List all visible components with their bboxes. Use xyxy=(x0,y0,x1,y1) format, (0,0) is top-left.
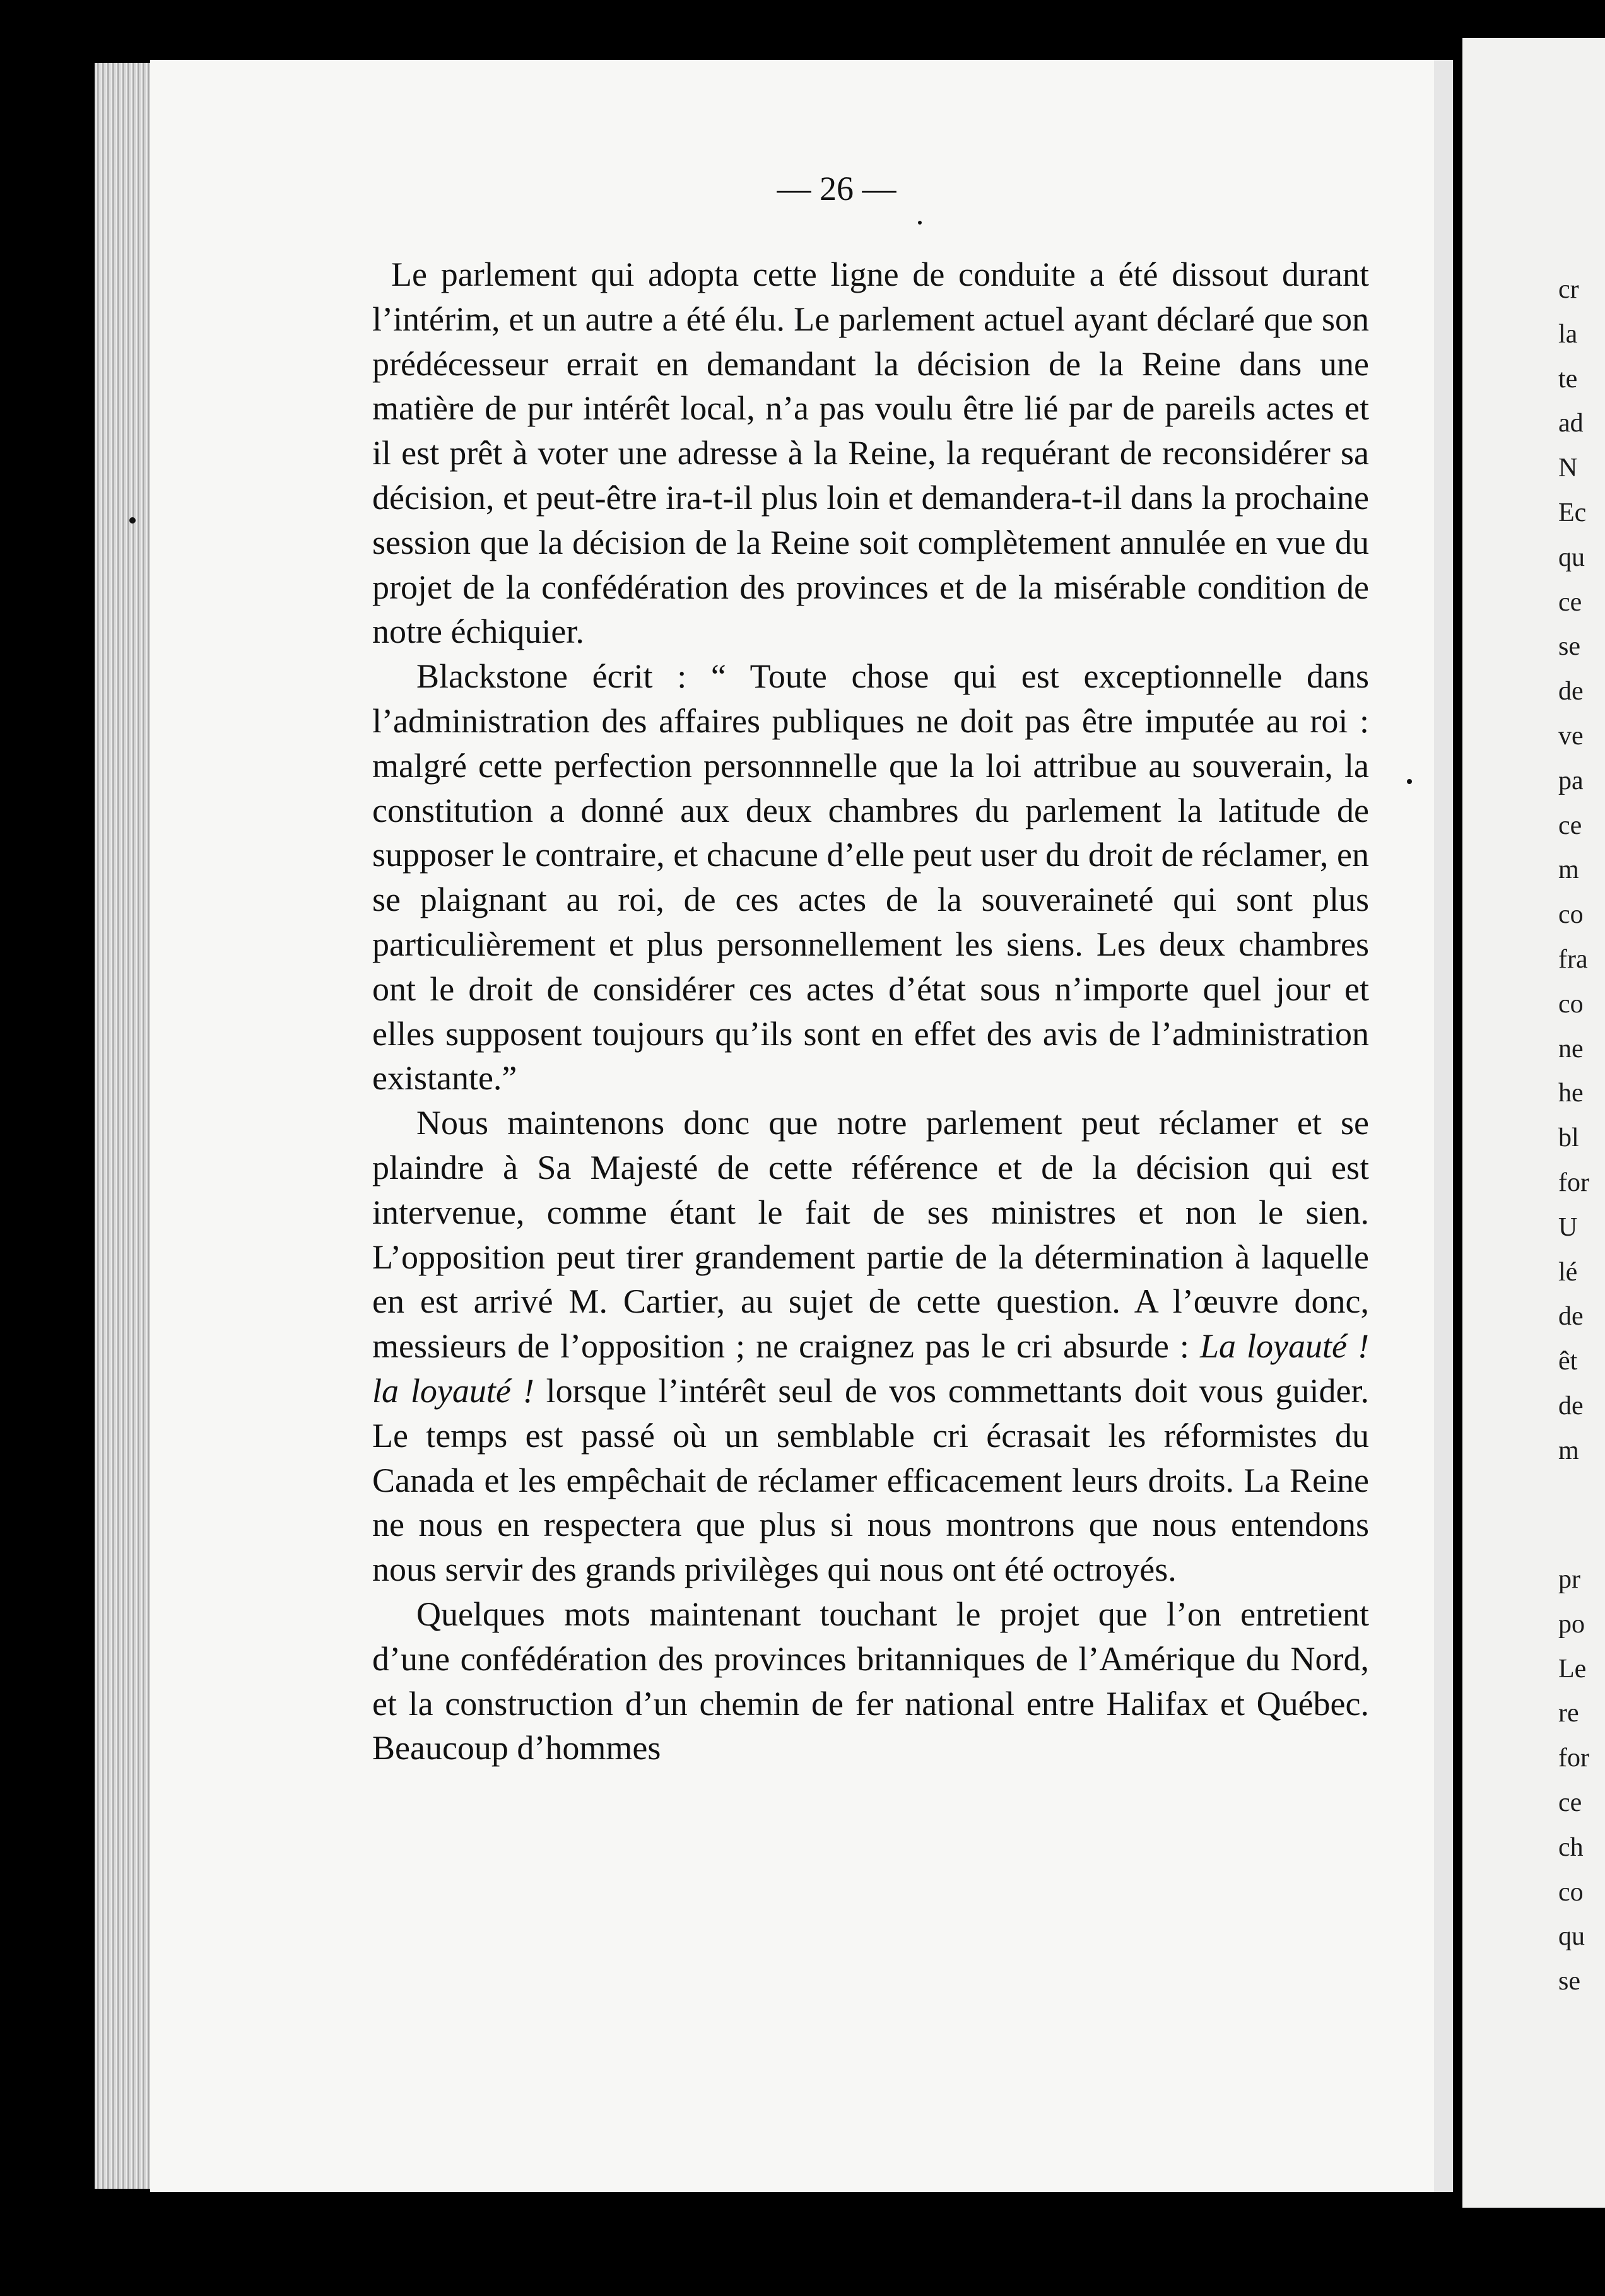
page-number: — 26 — xyxy=(777,170,897,208)
paragraph-1: Le parlement qui adopta cette ligne de conduite a été dissout durant l’intérim, et un autre a été élu. Le parlement actuel ayant déclaré que son prédécesseur errait en demandant la décision de la Reine dans une matière de pur intérêt local, n’a pas voulu être lié par de pareils actes et il est prêt à voter une adresse à la Reine, la requérant de reconsidérer sa décision, et peut-être ira-t-il plus loin et demandera-t-il dans la prochaine session que la décision de la Reine soit complètement annulée en vue du projet de la confédération des provinces et de la misérable condition de notre échiquier. xyxy=(372,255,1369,651)
scan-speck xyxy=(129,517,136,524)
paragraph-3-continued: lorsque l’intérêt seul de vos commettants doit vous guider. Le temps est passé où un semblable cri écrasait les réformistes du Canada et les empêchait de réclamer efficacement leurs droits. La Reine ne nous en respectera que plus si nous montrons que nous entendons nous servir des grands privilèges qui nous ont été octroyés. xyxy=(372,1371,1369,1589)
facing-page-line: se xyxy=(1558,632,1580,662)
facing-page-line: pa xyxy=(1558,766,1584,795)
facing-page-line: ce xyxy=(1558,1788,1582,1817)
facing-page-line: for xyxy=(1558,1168,1589,1197)
facing-page-line: U xyxy=(1558,1212,1578,1242)
facing-page-line: co xyxy=(1558,1877,1584,1907)
facing-page-line: la xyxy=(1558,319,1578,349)
paragraph-2: Blackstone écrit : “ Toute chose qui est exceptionnelle dans l’administration des affaires publiques ne doit pas être imputée au roi : malgré cette perfection personnnelle que la loi attribue au souverain, la constitution a donné aux deux chambres du parlement la latitude de supposer le contraire, et chacune d’elle peut user du droit de réclamer, en se plaignant au roi, de ces actes de la souveraineté qui sont plus particulièrement et plus personnellement les siens. Les deux chambres ont le droit de considérer ces actes d’état sous n’importe quel jour et elles supposent toujours qu’ils sont en effet des avis de l’administration existante.” xyxy=(372,657,1369,1098)
facing-page-line: cr xyxy=(1558,275,1579,304)
facing-page xyxy=(1462,38,1605,2208)
facing-page-line: N xyxy=(1558,454,1578,483)
facing-page-line: re xyxy=(1558,1699,1579,1728)
page-text xyxy=(372,252,1369,1771)
facing-page-line: pr xyxy=(1558,1565,1580,1594)
facing-page-line: m xyxy=(1558,1436,1579,1465)
page-edges xyxy=(95,63,151,2189)
facing-page-line: co xyxy=(1558,989,1584,1019)
scan-speck xyxy=(1407,779,1412,784)
facing-page-line: ce xyxy=(1558,811,1582,840)
facing-page-line: de xyxy=(1558,677,1584,706)
facing-page-line: Le xyxy=(1558,1654,1587,1684)
facing-page-line: po xyxy=(1558,1609,1585,1639)
facing-page-line: he xyxy=(1558,1079,1584,1108)
facing-page-line: te xyxy=(1558,364,1578,394)
facing-page-line: lé xyxy=(1558,1257,1578,1287)
facing-page-line: ce xyxy=(1558,587,1582,617)
facing-page-line: ve xyxy=(1558,722,1584,751)
facing-page-line: ch xyxy=(1558,1832,1584,1862)
facing-page-line: m xyxy=(1558,855,1579,885)
facing-page-line: bl xyxy=(1558,1123,1579,1153)
facing-page-line: co xyxy=(1558,900,1584,930)
book-gutter xyxy=(1434,60,1453,2192)
facing-page-line: de xyxy=(1558,1391,1584,1420)
facing-page-line: Ec xyxy=(1558,498,1587,527)
facing-page-line: ad xyxy=(1558,409,1584,438)
paragraph-3 xyxy=(372,1101,1369,1592)
facing-page-line: êt xyxy=(1558,1347,1578,1376)
paragraph-3-text: Nous maintenons donc que notre parlement peut réclamer et se plaindre à Sa Majesté de cette référence et de la décision qui est intervenue, comme étant le fait de ses ministres et non le sien. L’opposition peut tirer grandement partie de la détermination à laquelle en est arrivé M. Cartier, au sujet de cette question. A l’œuvre donc, messieurs de l’opposition ; ne craignez pas le cri absurde : xyxy=(372,1104,1369,1366)
facing-page-line: for xyxy=(1558,1743,1589,1773)
italic-quote: La loyauté ! la loyauté ! xyxy=(372,1327,1369,1410)
paragraph-4: Quelques mots maintenant touchant le projet que l’on entretient d’une confédération des provinces britanniques de l’Amérique du Nord, et la construction d’un chemin de fer national entre Halifax et Québec. Beaucoup d’hommes xyxy=(372,1595,1369,1767)
facing-page-line: ne xyxy=(1558,1034,1584,1063)
facing-page-line: qu xyxy=(1558,542,1585,572)
scan-speck xyxy=(918,221,922,225)
facing-page-line: se xyxy=(1558,1967,1580,1996)
facing-page-line: fra xyxy=(1558,945,1588,974)
facing-page-line: de xyxy=(1558,1302,1584,1332)
facing-page-line: qu xyxy=(1558,1922,1585,1952)
